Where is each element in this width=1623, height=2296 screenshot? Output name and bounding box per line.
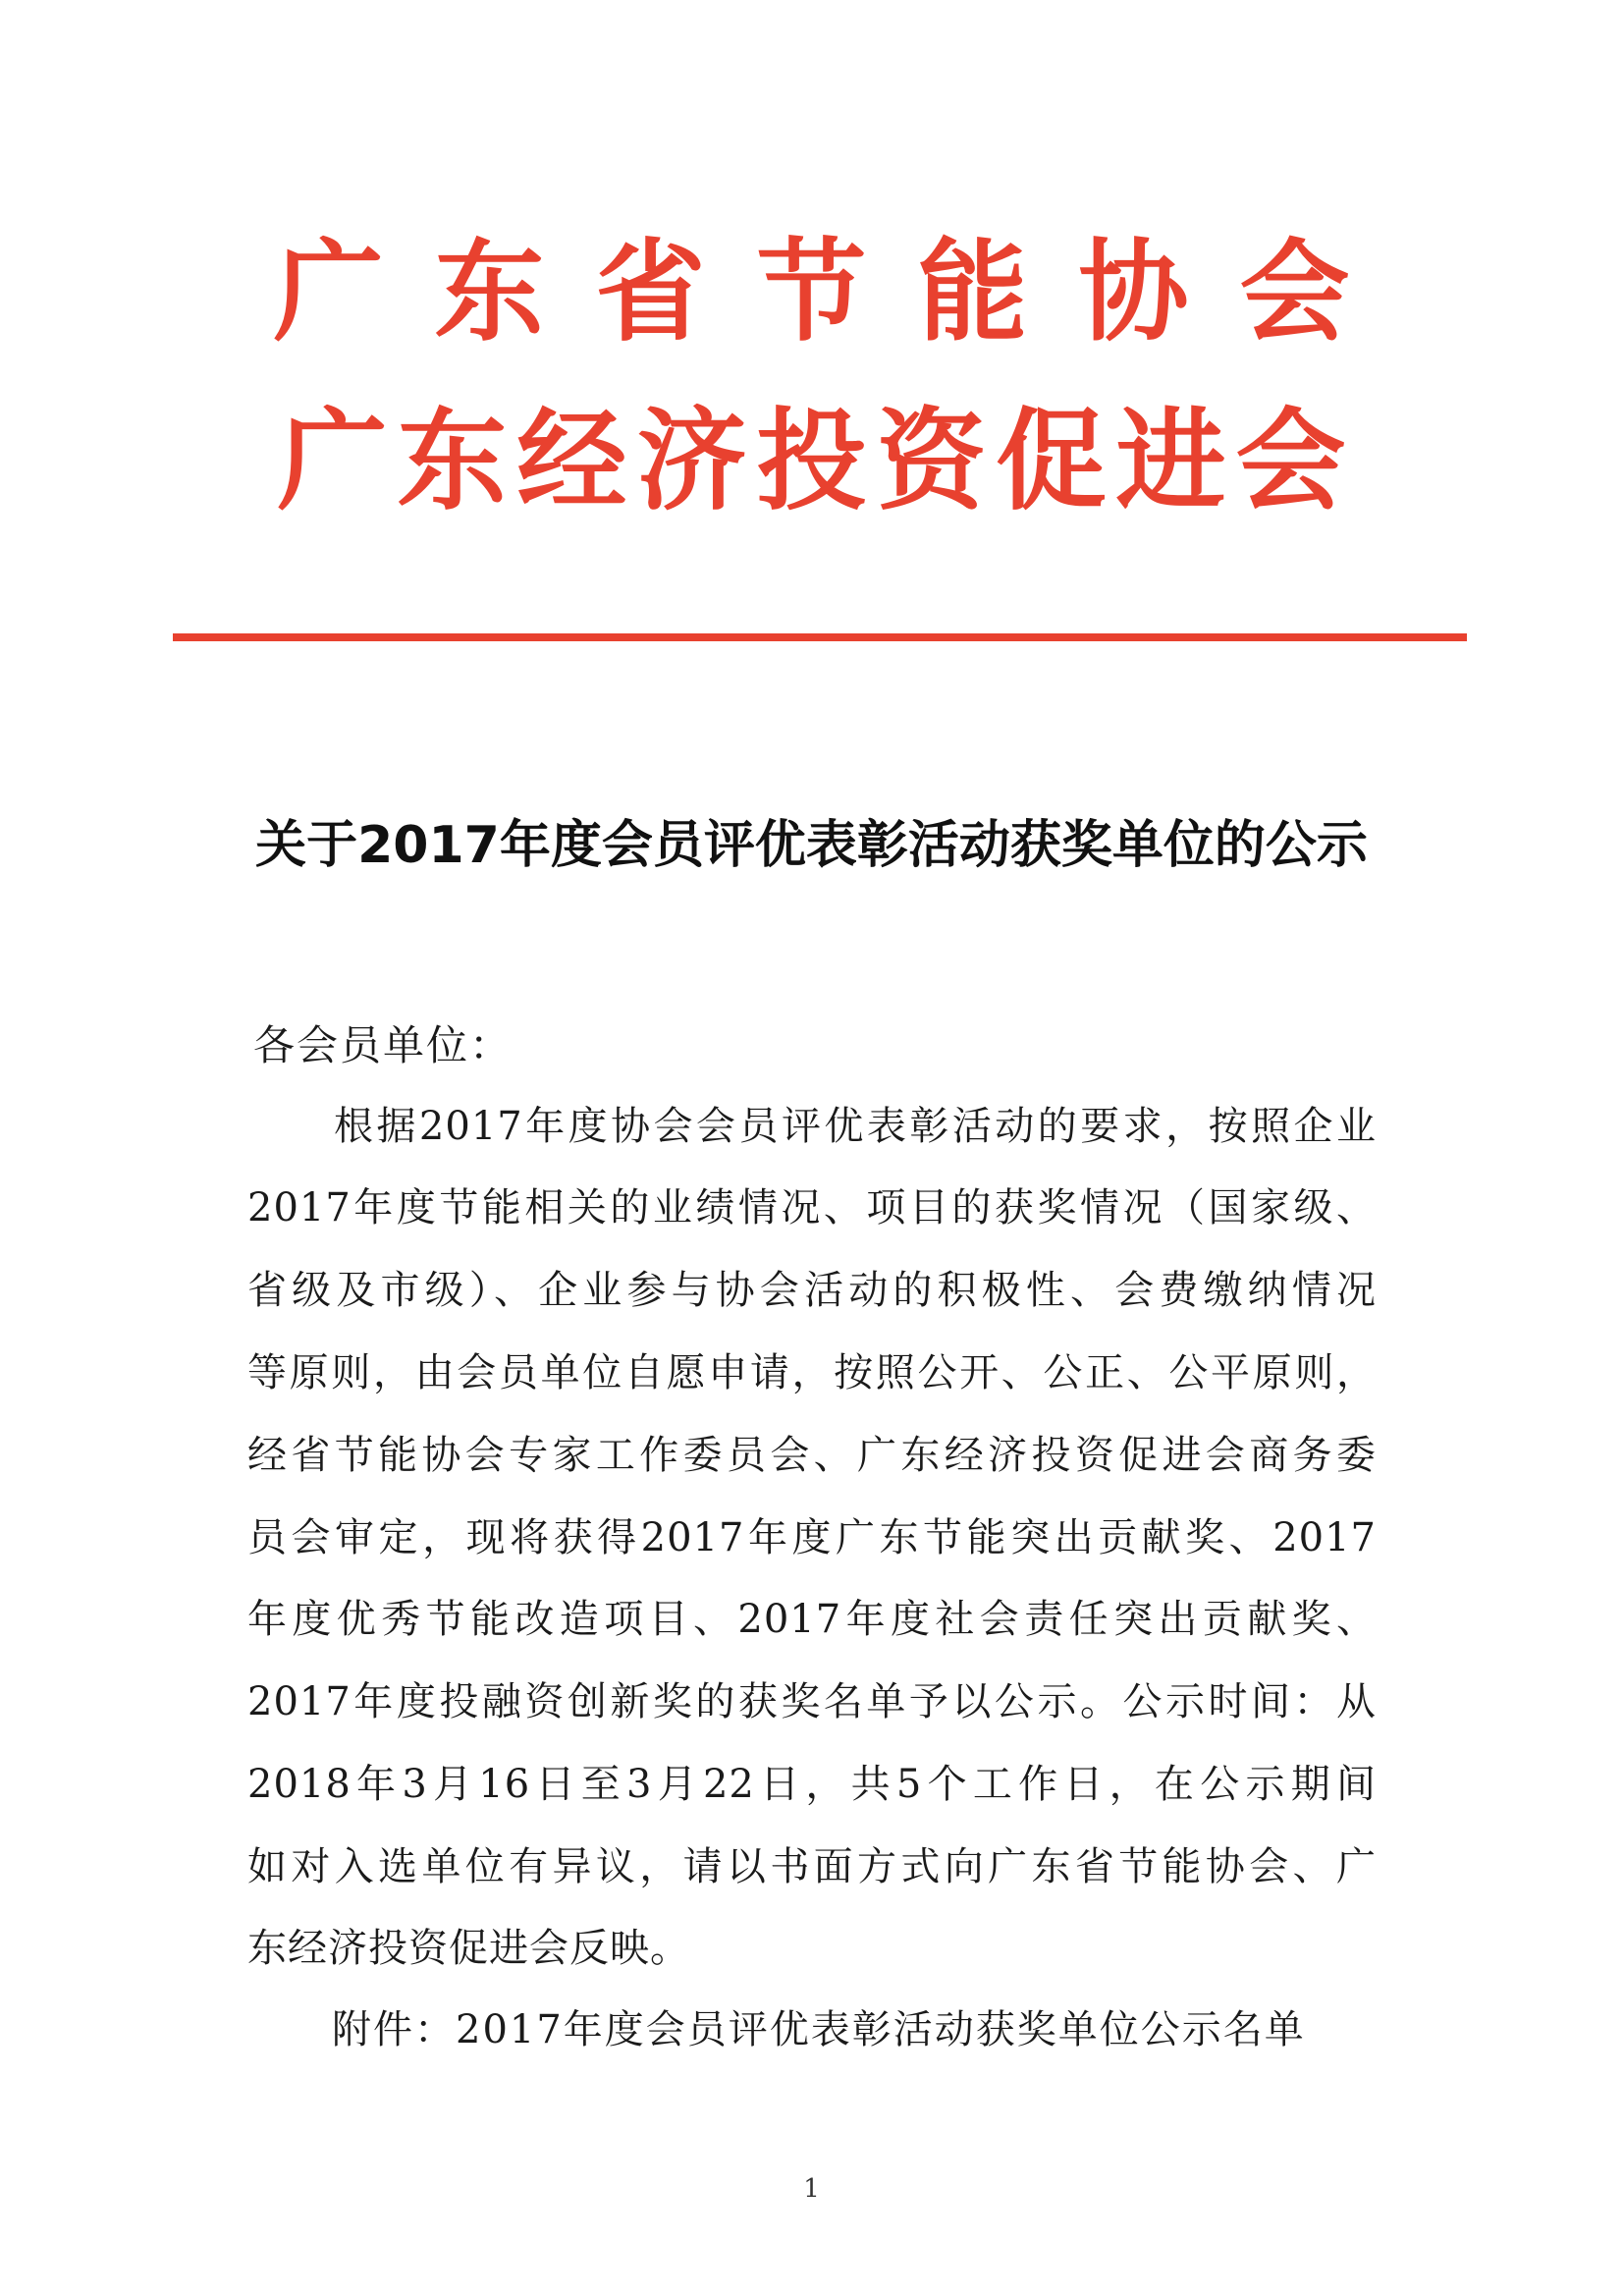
letterhead-org-1: 广东省节能协会 (273, 229, 1401, 356)
letterhead-org-2: 广东经济投资促进会 (277, 398, 1356, 525)
body-line-2: 2017年度节能相关的业绩情况、项目的获奖情况（国家级、 (247, 1185, 1377, 1230)
body-line-4: 等原则，由会员单位自愿申请，按照公开、公正、公平原则， (247, 1350, 1377, 1395)
body-line-5: 经省节能协会专家工作委员会、广东经济投资促进会商务委 (247, 1433, 1377, 1478)
body-line-10: 如对入选单位有异议，请以书面方式向广东省节能协会、广 (247, 1844, 1377, 1889)
body-line-3: 省级及市级）、企业参与协会活动的积极性、会费缴纳情况 (247, 1268, 1377, 1313)
page-number: 1 (803, 2174, 820, 2204)
body-line-6: 员会审定，现将获得2017年度广东节能突出贡献奖、2017 (247, 1515, 1377, 1560)
document-title: 关于2017年度会员评优表彰活动获奖单位的公示 (255, 816, 1368, 875)
body-line-8: 2017年度投融资创新奖的获奖名单予以公示。公示时间：从 (247, 1679, 1377, 1724)
attachment-note: 附件：2017年度会员评优表彰活动获奖单位公示名单 (332, 2007, 1306, 2052)
body-line-11: 东经济投资促进会反映。 (247, 1926, 690, 1971)
body-line-7: 年度优秀节能改造项目、2017年度社会责任突出贡献奖、 (247, 1597, 1377, 1642)
letterhead-divider (173, 633, 1467, 641)
body-line-9: 2018年3月16日至3月22日，共5个工作日，在公示期间 (247, 1762, 1377, 1807)
body-line-1: 根据2017年度协会会员评优表彰活动的要求，按照企业 (334, 1104, 1377, 1149)
salutation: 各会员单位： (253, 1021, 514, 1069)
